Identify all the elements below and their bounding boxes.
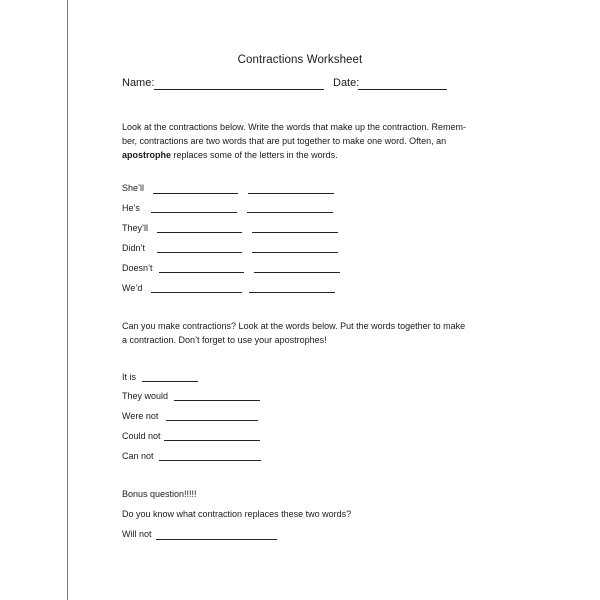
part1-instructions-line-1: Look at the contractions below. Write the words that make up the contraction. Remem- [122, 122, 467, 132]
part1-instructions-line-2: ber, contractions are two words that are put together to make one word. Often, an [122, 136, 447, 146]
name-label: Name: [122, 77, 155, 89]
part1-instructions-tail: replaces some of the letters in the words. [171, 150, 338, 160]
answer-blank-3a[interactable] [157, 232, 242, 233]
phrase-item-2: They would [122, 391, 169, 401]
phrase-item-1: It is [122, 372, 137, 382]
bonus-blank[interactable] [156, 539, 277, 540]
date-label: Date: [333, 77, 360, 89]
apostrophe-term: apostrophe [122, 150, 172, 160]
phrase-blank-1[interactable] [142, 381, 198, 382]
phrase-item-3: Were not [122, 411, 159, 421]
part2-instructions-line-2: a contraction. Don’t forget to use your apostrophes! [122, 335, 327, 345]
answer-blank-2b[interactable] [247, 212, 333, 213]
answer-blank-4a[interactable] [157, 252, 242, 253]
answer-blank-1b[interactable] [248, 193, 334, 194]
contraction-item-2: He’s [122, 203, 140, 213]
part2-instructions [122, 319, 472, 347]
worksheet-title: Contractions Worksheet [237, 54, 363, 66]
phrase-blank-3[interactable] [166, 420, 258, 421]
part1-instructions-line-3 [122, 148, 472, 162]
bonus-item: Will not [122, 529, 152, 539]
name-blank[interactable] [154, 89, 324, 90]
part2-instructions-line-1: Can you make contractions? Look at the words below. Put the words together to make [122, 321, 466, 331]
bonus-heading: Bonus question!!!!! [122, 489, 197, 499]
part1-instructions [122, 120, 472, 162]
date-blank[interactable] [358, 89, 447, 90]
bonus-question: Do you know what contraction replaces these two words? [122, 509, 352, 519]
answer-blank-2a[interactable] [151, 212, 237, 213]
contraction-item-1: She’ll [122, 183, 145, 193]
contraction-item-6: We’d [122, 283, 143, 293]
page-left-edge [67, 0, 68, 600]
answer-blank-5a[interactable] [159, 272, 244, 273]
answer-blank-4b[interactable] [252, 252, 338, 253]
answer-blank-6b[interactable] [249, 292, 335, 293]
phrase-blank-4[interactable] [164, 440, 260, 441]
contraction-item-3: They’ll [122, 223, 149, 233]
answer-blank-1a[interactable] [153, 193, 238, 194]
phrase-blank-5[interactable] [159, 460, 261, 461]
contraction-item-5: Doesn’t [122, 263, 153, 273]
answer-blank-5b[interactable] [254, 272, 340, 273]
phrase-blank-2[interactable] [174, 400, 260, 401]
contraction-item-4: Didn’t [122, 243, 146, 253]
phrase-item-5: Can not [122, 451, 154, 461]
answer-blank-6a[interactable] [151, 292, 242, 293]
phrase-item-4: Could not [122, 431, 161, 441]
answer-blank-3b[interactable] [252, 232, 338, 233]
